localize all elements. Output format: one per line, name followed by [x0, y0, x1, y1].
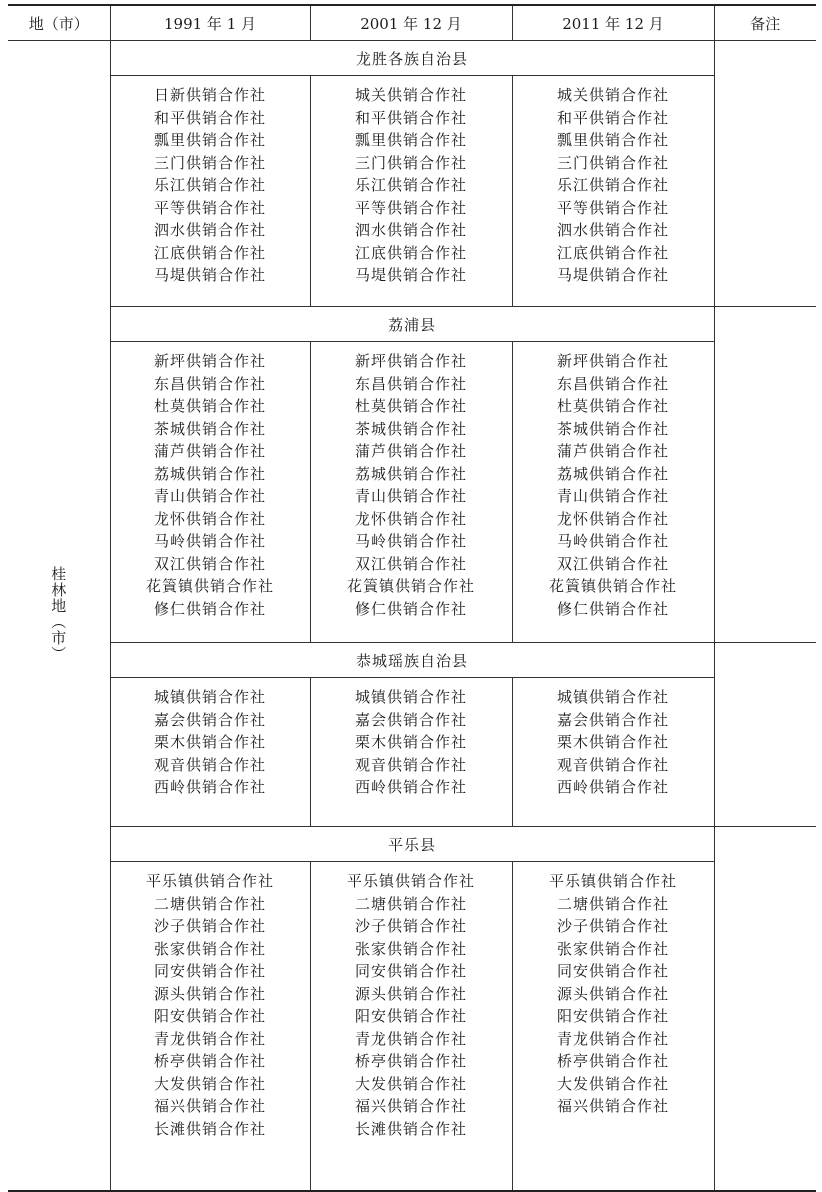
list-item: 蒲芦供销合作社 [354, 442, 467, 460]
list-item: 蒲芦供销合作社 [153, 442, 266, 460]
list-item: 城关供销合作社 [354, 86, 467, 104]
county-name-row [8, 643, 816, 678]
list-item: 江底供销合作社 [354, 243, 467, 262]
list-item: 龙怀供销合作社 [153, 509, 266, 528]
list-item: 马岭供销合作社 [153, 532, 266, 550]
list-item: 马堤供销合作社 [556, 266, 669, 284]
list-item: 源头供销合作社 [354, 984, 467, 1003]
list-item: 龙怀供销合作社 [556, 509, 669, 528]
list-item: 泗水供销合作社 [556, 221, 669, 239]
list-item: 平乐镇供销合作社 [548, 872, 677, 890]
list-item: 花篢镇供销合作社 [548, 577, 677, 595]
list-item: 张家供销合作社 [556, 939, 669, 958]
list-item: 长滩供销合作社 [354, 1119, 467, 1138]
list-item: 和平供销合作社 [556, 108, 669, 127]
list-item: 茶城供销合作社 [354, 419, 467, 438]
list-item: 东昌供销合作社 [153, 374, 266, 393]
coop-list-y1991 [110, 678, 310, 827]
list-item: 花篢镇供销合作社 [346, 577, 475, 595]
list-item: 花篢镇供销合作社 [145, 577, 274, 595]
county-name: 荔浦县 [110, 307, 714, 342]
list-item: 修仁供销合作社 [556, 599, 669, 618]
header-1991: 1991 年 1 月 [110, 5, 310, 41]
note-cell [714, 678, 816, 827]
note-cell [714, 643, 816, 678]
list-item: 桥亭供销合作社 [153, 1052, 266, 1070]
list-item: 杜莫供销合作社 [556, 397, 669, 415]
list-item: 修仁供销合作社 [354, 599, 467, 618]
list-item: 荔城供销合作社 [153, 464, 266, 483]
list-item: 福兴供销合作社 [556, 1097, 669, 1115]
list-item: 福兴供销合作社 [354, 1097, 467, 1115]
coop-list-y1991 [110, 76, 310, 307]
coop-list-y2001 [310, 342, 512, 643]
list-item: 三门供销合作社 [354, 153, 467, 172]
county-name-row [8, 41, 816, 76]
list-item: 大发供销合作社 [556, 1074, 669, 1093]
list-item: 观音供销合作社 [556, 755, 669, 774]
list-item: 西岭供销合作社 [354, 778, 467, 796]
list-item: 三门供销合作社 [556, 153, 669, 172]
list-item: 嘉会供销合作社 [153, 710, 266, 729]
coop-list-y2001 [310, 76, 512, 307]
list-item: 马岭供销合作社 [354, 532, 467, 550]
note-cell [714, 862, 816, 1192]
list-item: 瓢里供销合作社 [153, 131, 266, 149]
list-item: 马堤供销合作社 [354, 266, 467, 284]
coop-list-y2011 [512, 862, 714, 1192]
county-name-row [8, 827, 816, 862]
list-item: 瓢里供销合作社 [354, 131, 467, 149]
list-item: 三门供销合作社 [153, 153, 266, 172]
list-item: 龙怀供销合作社 [354, 509, 467, 528]
coop-table [8, 4, 816, 1192]
list-item: 西岭供销合作社 [556, 778, 669, 796]
header-region: 地（市） [8, 5, 110, 41]
note-cell [714, 41, 816, 76]
list-item: 双江供销合作社 [556, 554, 669, 573]
list-item: 源头供销合作社 [556, 984, 669, 1003]
coop-list-y1991 [110, 862, 310, 1192]
note-cell [714, 76, 816, 307]
list-item: 东昌供销合作社 [556, 374, 669, 393]
list-item: 嘉会供销合作社 [556, 710, 669, 729]
coop-list-y1991 [110, 342, 310, 643]
region-name: 桂林地（市） [49, 565, 68, 662]
list-item: 蒲芦供销合作社 [556, 442, 669, 460]
list-item: 大发供销合作社 [354, 1074, 467, 1093]
list-item: 双江供销合作社 [153, 554, 266, 573]
county-name: 恭城瑶族自治县 [110, 643, 714, 678]
note-cell [714, 827, 816, 862]
list-item: 瓢里供销合作社 [556, 131, 669, 149]
list-item: 和平供销合作社 [153, 108, 266, 127]
header-note: 备注 [714, 5, 816, 41]
list-item: 大发供销合作社 [153, 1074, 266, 1093]
list-item: 青山供销合作社 [556, 487, 669, 505]
list-item: 荔城供销合作社 [556, 464, 669, 483]
county-name-row [8, 307, 816, 342]
list-item: 泗水供销合作社 [354, 221, 467, 239]
list-item: 阳安供销合作社 [354, 1007, 467, 1025]
header-2001: 2001 年 12 月 [310, 5, 512, 41]
list-item: 平等供销合作社 [153, 198, 266, 217]
list-item: 沙子供销合作社 [153, 917, 266, 935]
list-item: 乐江供销合作社 [556, 176, 669, 194]
list-item: 修仁供销合作社 [153, 599, 266, 618]
list-item: 同安供销合作社 [556, 962, 669, 980]
region-cell [8, 41, 110, 1192]
list-item: 观音供销合作社 [354, 755, 467, 774]
county-name: 龙胜各族自治县 [110, 41, 714, 76]
list-item: 阳安供销合作社 [556, 1007, 669, 1025]
list-item: 茶城供销合作社 [556, 419, 669, 438]
list-item: 和平供销合作社 [354, 108, 467, 127]
list-item: 西岭供销合作社 [153, 778, 266, 796]
list-item: 城镇供销合作社 [153, 688, 266, 706]
list-item: 平等供销合作社 [354, 198, 467, 217]
coop-list-y2011 [512, 76, 714, 307]
list-item: 荔城供销合作社 [354, 464, 467, 483]
list-item: 张家供销合作社 [354, 939, 467, 958]
coop-list-y2011 [512, 678, 714, 827]
list-item: 源头供销合作社 [153, 984, 266, 1003]
list-item: 新坪供销合作社 [556, 352, 669, 370]
coop-list-y2001 [310, 678, 512, 827]
list-item: 阳安供销合作社 [153, 1007, 266, 1025]
list-item: 栗木供销合作社 [354, 733, 467, 751]
list-item: 杜莫供销合作社 [354, 397, 467, 415]
list-item: 沙子供销合作社 [556, 917, 669, 935]
coop-list-y2001 [310, 862, 512, 1192]
list-item: 乐江供销合作社 [153, 176, 266, 194]
list-item: 新坪供销合作社 [354, 352, 467, 370]
list-item: 栗木供销合作社 [153, 733, 266, 751]
list-item: 青山供销合作社 [354, 487, 467, 505]
county-list-row [8, 862, 816, 1192]
list-item: 桥亭供销合作社 [354, 1052, 467, 1070]
list-item: 观音供销合作社 [153, 755, 266, 774]
list-item: 二塘供销合作社 [354, 894, 467, 913]
county-name: 平乐县 [110, 827, 714, 862]
list-item: 平等供销合作社 [556, 198, 669, 217]
list-item: 福兴供销合作社 [153, 1097, 266, 1115]
list-item: 马堤供销合作社 [153, 266, 266, 284]
list-item: 茶城供销合作社 [153, 419, 266, 438]
list-item: 日新供销合作社 [153, 86, 266, 104]
list-item: 青龙供销合作社 [153, 1029, 266, 1048]
county-list-row [8, 342, 816, 643]
note-cell [714, 342, 816, 643]
county-list-row [8, 76, 816, 307]
list-item: 江底供销合作社 [153, 243, 266, 262]
list-item: 青山供销合作社 [153, 487, 266, 505]
county-list-row [8, 678, 816, 827]
list-item: 沙子供销合作社 [354, 917, 467, 935]
list-item: 青龙供销合作社 [354, 1029, 467, 1048]
table-body [8, 41, 816, 1192]
list-item: 青龙供销合作社 [556, 1029, 669, 1048]
list-item: 东昌供销合作社 [354, 374, 467, 393]
list-item: 城镇供销合作社 [556, 688, 669, 706]
note-cell [714, 307, 816, 342]
list-item: 双江供销合作社 [354, 554, 467, 573]
list-item: 嘉会供销合作社 [354, 710, 467, 729]
list-item: 桥亭供销合作社 [556, 1052, 669, 1070]
list-item: 平乐镇供销合作社 [145, 872, 274, 890]
list-item: 江底供销合作社 [556, 243, 669, 262]
list-item: 二塘供销合作社 [556, 894, 669, 913]
list-item: 马岭供销合作社 [556, 532, 669, 550]
list-item: 栗木供销合作社 [556, 733, 669, 751]
table-header-row [8, 5, 816, 41]
list-item: 平乐镇供销合作社 [346, 872, 475, 890]
header-2011: 2011 年 12 月 [512, 5, 714, 41]
list-item: 城关供销合作社 [556, 86, 669, 104]
list-item: 新坪供销合作社 [153, 352, 266, 370]
list-item: 二塘供销合作社 [153, 894, 266, 913]
list-item: 泗水供销合作社 [153, 221, 266, 239]
list-item: 杜莫供销合作社 [153, 397, 266, 415]
list-item: 长滩供销合作社 [153, 1119, 266, 1138]
list-item: 乐江供销合作社 [354, 176, 467, 194]
list-item: 同安供销合作社 [354, 962, 467, 980]
coop-list-y2011 [512, 342, 714, 643]
list-item: 同安供销合作社 [153, 962, 266, 980]
list-item: 张家供销合作社 [153, 939, 266, 958]
list-item: 城镇供销合作社 [354, 688, 467, 706]
